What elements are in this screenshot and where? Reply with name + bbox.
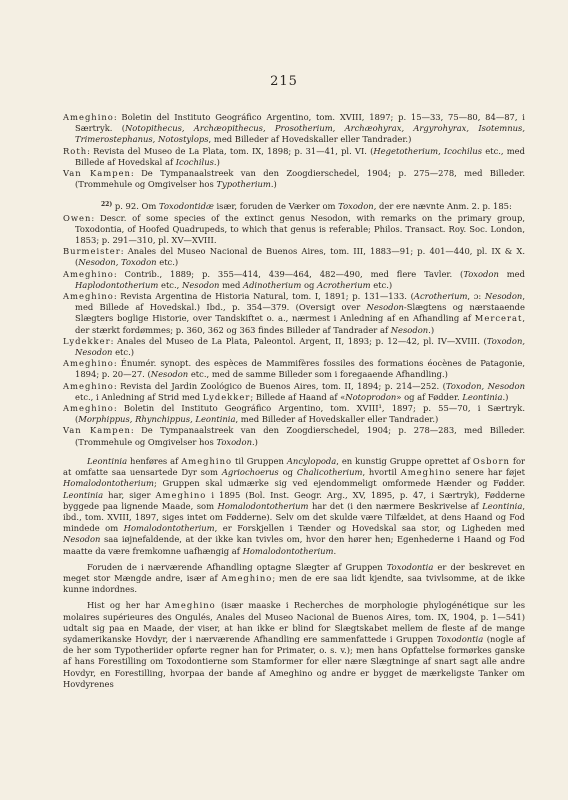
- reference-text: : De Tympanaalstreek van den Zoogdierschedel, 1904; p. 278—283, med Billeder. (Trommehule og Omgivelser hos Toxodon.): [75, 425, 525, 447]
- reference-author: Ameghino: [63, 403, 114, 414]
- reference-author: Lydekker: [63, 335, 111, 346]
- reference-entry: [63, 168, 525, 190]
- reference-list-toxodontidae: [63, 213, 525, 448]
- reference-entry: [63, 381, 525, 403]
- reference-author: Ameghino: [63, 358, 114, 369]
- page-number: 215: [270, 74, 298, 89]
- reference-author: Ameghino: [63, 112, 114, 122]
- paragraph: Foruden de i nærværende Afhandling optagne Slægter af Gruppen Toxodontia er der beskrevet en meget stor Mængde andre, især af Ameghino; men de ere saa lidt kjendte, saa tvivlsomme, at de ikke kunne indordnes.: [63, 561, 525, 595]
- paragraph: Hist og her har Ameghino (især maaske i Recherches de morphologie phylogénétique sur les molaires supérieures des Ongulés, Anales del Museo Nacional de Buenos Aires, tom. IX, 1904, p. 1—541) udtalt sig paa en Maade, der viser, at han ikke er blind for Slægtskabet mellem de fleste af de mange sydamerikanske Hovdyr, der i nærværende Afhandling ere sammenfattede i Gruppen Toxodontia (nogle af de her som Typotheriider opførte regner han for Primater, o. s. v.); men hans Opfattelse formørkes ganske af hans Forestilling om Toxodontierne som Stamformer for eller nære Slægtninge af snart sagt alle andre Hovdyr, en Forestilling, hvorpaa der bande af Ameghino og andre er bygget de mærkeligste Tanker om Hovdyrenes: [63, 600, 525, 689]
- note-22-heading: [63, 199, 525, 212]
- reference-author: Van Kampen: [63, 425, 131, 436]
- reference-author: Ameghino: [63, 291, 114, 302]
- reference-text: : Revista del Museo de La Plata, tom. IX, 1898; p. 31—41, pl. VI. (Hegetotherium, Icochilus etc., med Billede af Hovedskal af Icochilus.): [75, 145, 526, 167]
- spacer: [63, 448, 525, 456]
- reference-entry: [63, 246, 525, 268]
- reference-entry: [63, 112, 525, 146]
- reference-text: : Boletin del Instituto Geográfico Argentino, tom. XVIII, 1897; p. 15—33, 75—80, 84—87, i Særtryk. (Notopithecus, Archæopithecus, Prosotherium, Archæohyrax, Argyrohyrax, Isotemnus, Trimerostephanus, Notostylops, med Billeder af Hovedskaller eller Tandrader.): [75, 112, 525, 145]
- reference-text: : Boletin del Instituto Geográfico Argentino, tom. XVIII¹, 1897; p. 55—70, i Særtryk. (Morphippus, Rhynchippus, Leontinia, med Billeder af Hovedskaller eller Tandrader.): [75, 403, 525, 425]
- reference-text: : Anales del Museo Nacional de Buenos Aires, tom. III, 1883—91; p. 401—440, pl. IX & X. (Nesodon, Toxodon etc.): [75, 246, 525, 268]
- reference-list-typotheria: [63, 112, 525, 190]
- reference-entry: [63, 291, 525, 336]
- reference-author: Owen: [63, 212, 92, 223]
- reference-entry: [63, 213, 525, 247]
- reference-text: : De Tympanaalstreek van den Zoogdierschedel, 1904; p. 275—278, med Billeder. (Trommehule og Omgivelser hos Typotherium.): [75, 168, 525, 190]
- reference-entry: [63, 336, 525, 358]
- reference-author: Ameghino: [63, 380, 114, 391]
- body-paragraphs: [63, 456, 525, 690]
- reference-author: Burmeister: [63, 246, 121, 257]
- reference-text: : Revista del Jardin Zoológico de Buenos Aires, tom. II, 1894; p. 214—252. (Toxodon, Nesodon etc., i Anledning af Strid med Lydekker; Billede af Haand af «Notoprodon» og af Fødder. Leontinia.): [75, 380, 525, 402]
- reference-author: Ameghino: [63, 268, 114, 279]
- main-text: [63, 112, 525, 690]
- reference-text: : Contrib., 1889; p. 355—414, 439—464, 482—490, med flere Tavler. (Toxodon med Haplodontotherium etc., Nesodon med Adinotherium og Acrotherium etc.): [75, 268, 526, 290]
- reference-author: Van Kampen: [63, 168, 131, 179]
- reference-entry: [63, 358, 525, 380]
- reference-entry: [63, 403, 525, 425]
- reference-entry: [63, 146, 525, 168]
- reference-entry: [63, 425, 525, 447]
- note-number: 22): [101, 201, 113, 209]
- reference-text: : Énumér. synopt. des espèces de Mammifères fossiles des formations éocènes de Patagonie, 1894; p. 20—27. (Nesodon etc., med de samme Billeder som i foregaaende Afhandling.): [75, 358, 525, 380]
- note-heading-text: p. 92. Om Toxodontidæ især, foruden de Værker om Toxodon, der ere nævnte Anm. 2. p. 185:: [112, 201, 512, 212]
- reference-text: : Anales del Museo de La Plata, Paleontol. Argent, II, 1893; p. 12—42, pl. IV—XVIII. (Toxodon, Nesodon etc.): [75, 335, 525, 358]
- reference-author: Roth: [63, 145, 88, 156]
- reference-entry: [63, 269, 525, 291]
- reference-text: : Descr. of some species of the extinct genus Nesodon, with remarks on the primary group, Toxodontia, of Hoofed Quadrupeds, to which that genus is referable; Philos. Transact. Roy. Soc. London, 1853; p. 291—310, pl. XV—XVIII.: [75, 212, 525, 246]
- paragraph: Leontinia henføres af Ameghino til Gruppen Ancylopoda, en kunstig Gruppe oprettet af Osborn for at omfatte saa uensartede Dyr som Agriochoerus og Chalicotherium, hvortil Ameghino senere har føjet Homalodontotherium; Gruppen skal udmærke sig ved ejendommeligt omformede Hænder og Fødder. Leontinia har, siger Ameghino i 1895 (Bol. Inst. Geogr. Arg., XV, 1895, p. 47, i Særtryk), Fødderne byggede paa lignende Maade, som Homalodontotherium har det (i den nærmere Beskrivelse af Leontinia, ibd., tom. XVIII, 1897, siges intet om Fødderne). Selv om det skulde være Tilfældet, at dens Haand og Fod mindede om Homalodontotherium, er Forskjellen i Tænder og Hovedskal saa stor, og Ligheden med Nesodon saa iøjnefaldende, at der ikke kan tvivles om, hvor den hører hen; Egenhederne i Haand og Fod maatte da være fremkomne uafhængig af Homalodontotherium.: [63, 455, 525, 556]
- reference-text: : Revista Argentina de Historia Natural, tom. I, 1891; p. 131—133. (Acrotherium, ɔ: Nesodon, med Billede af Hovedskal.) Ibd., p. 354—379. (Oversigt over Nesodon-Slægtens og nærstaaende Slægters boglige Historie, over Tandskiftet o. a., nærmest i Anledning af en Afhandling af Mercerat, der stærkt fordømmes; p. 360, 362 og 363 findes Billeder af Tandrader af Nesodon.): [75, 291, 525, 335]
